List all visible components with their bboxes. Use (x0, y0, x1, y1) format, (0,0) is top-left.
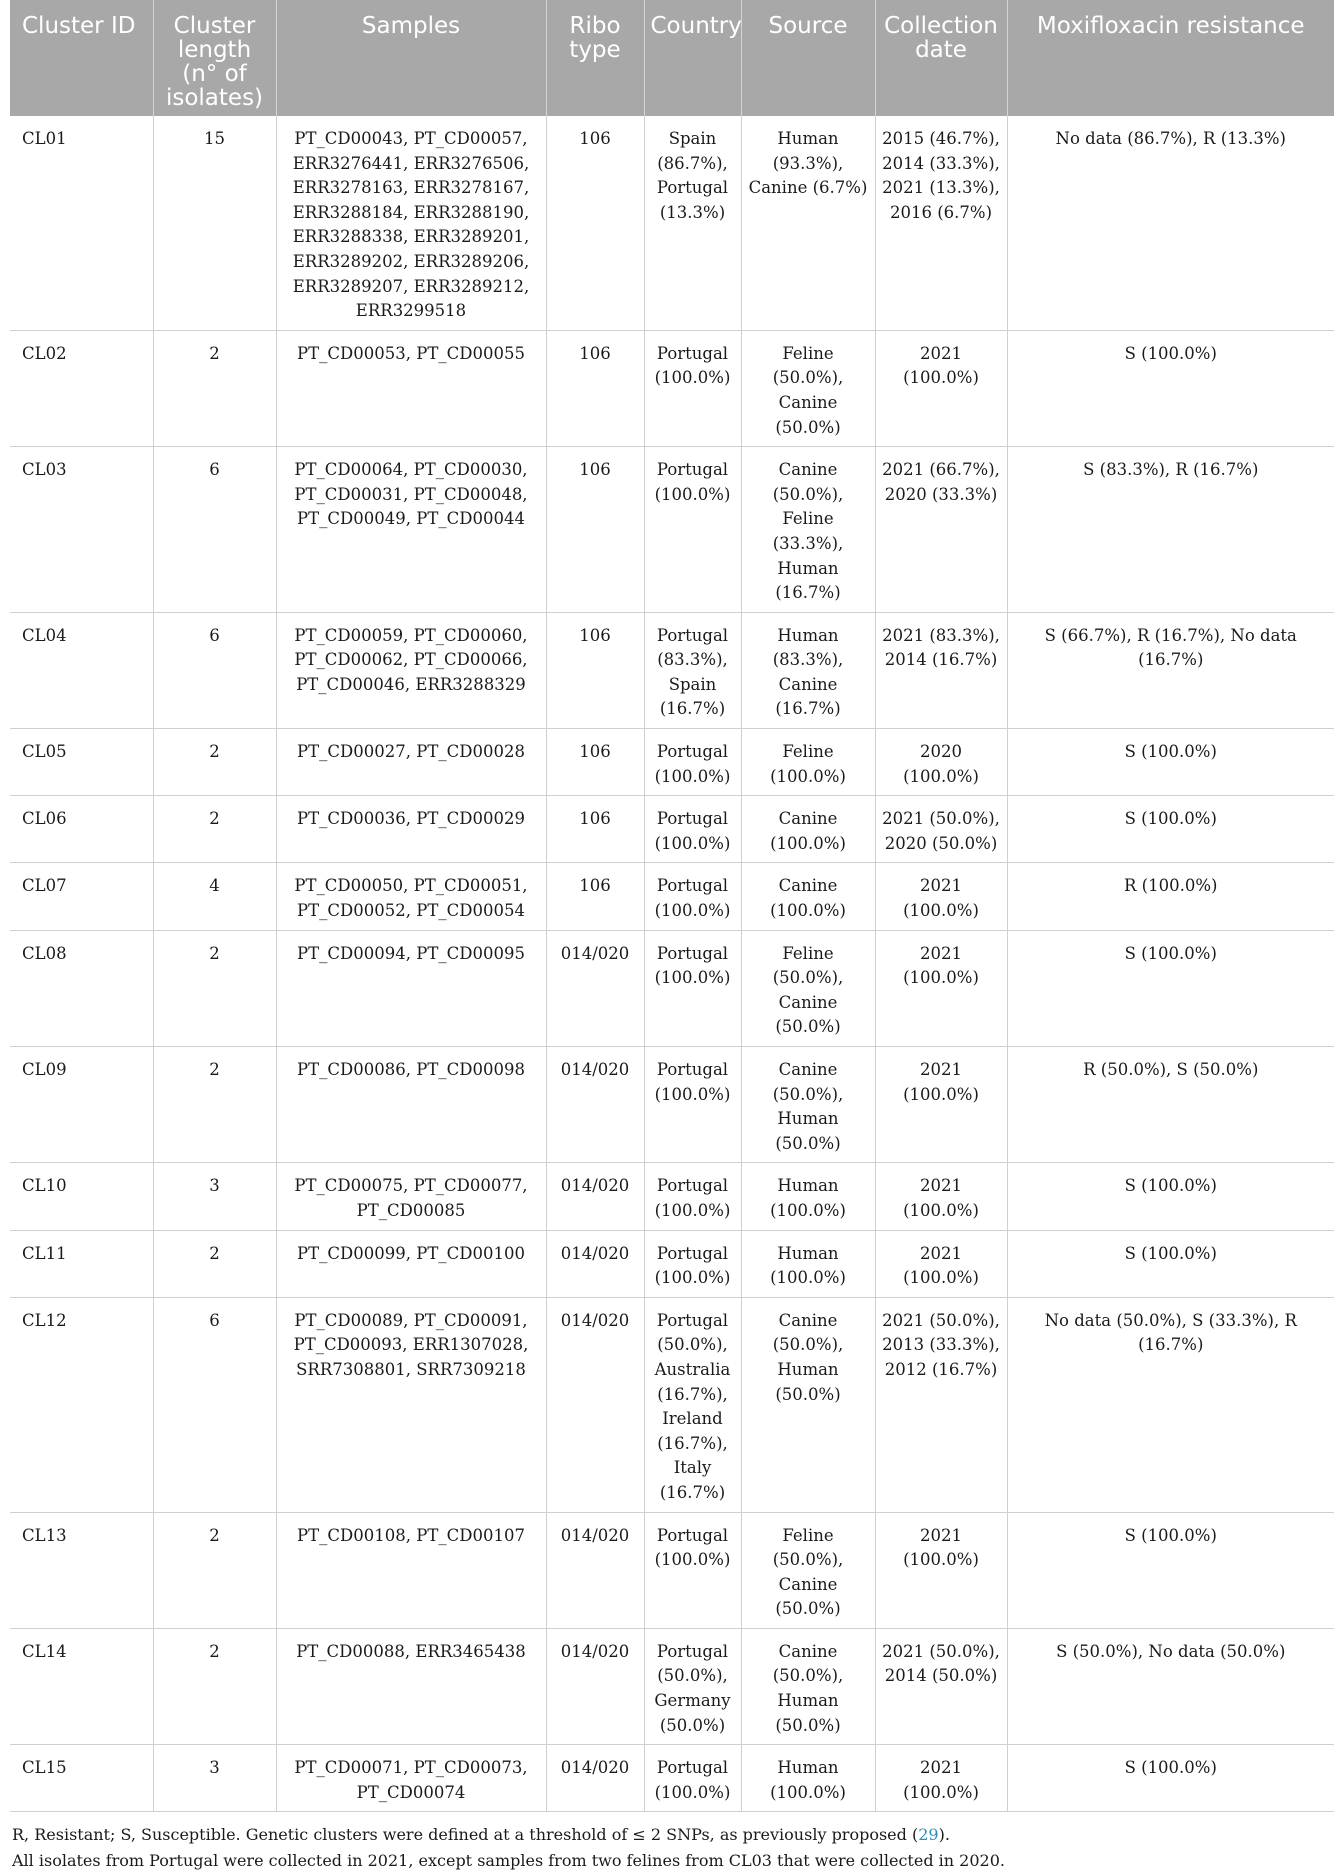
column-header: Cluster length (n° of isolates) (153, 0, 276, 116)
cell-cluster-id: CL02 (10, 330, 153, 446)
cell-collection-date: 2021 (100.0%) (875, 330, 1007, 446)
footnote-text-end: ). (938, 1825, 950, 1845)
table-row (10, 330, 1334, 446)
cell-country: Portugal (100.0%) (644, 447, 741, 613)
cell-source: Human (100.0%) (741, 1230, 875, 1297)
cell-country: Portugal (100.0%) (644, 1745, 741, 1812)
cell-country: Portugal (100.0%) (644, 796, 741, 863)
cell-collection-date: 2021 (100.0%) (875, 1230, 1007, 1297)
table-row (10, 729, 1334, 796)
cell-cluster-length: 3 (153, 1163, 276, 1230)
cell-ribotype: 014/020 (546, 1047, 644, 1163)
cell-collection-date: 2021 (100.0%) (875, 863, 1007, 930)
cell-ribotype: 106 (546, 612, 644, 728)
cell-ribotype: 014/020 (546, 1297, 644, 1512)
cell-ribotype: 014/020 (546, 1163, 644, 1230)
cell-moxifloxacin: S (83.3%), R (16.7%) (1007, 447, 1334, 613)
cell-cluster-id: CL01 (10, 116, 153, 330)
cell-ribotype: 014/020 (546, 1745, 644, 1812)
cell-cluster-length: 2 (153, 1512, 276, 1628)
cell-samples: PT_CD00094, PT_CD00095 (276, 930, 546, 1046)
table-body (10, 116, 1334, 1812)
cell-collection-date: 2021 (100.0%) (875, 930, 1007, 1046)
table-row (10, 1230, 1334, 1297)
cell-country: Portugal (83.3%), Spain (16.7%) (644, 612, 741, 728)
footnote-line-2: All isolates from Portugal were collected in 2021, except samples from two felines from CL03 that were collected in 2020. (12, 1851, 1005, 1871)
cell-country: Portugal (50.0%), Germany (50.0%) (644, 1628, 741, 1744)
cell-samples: PT_CD00059, PT_CD00060, PT_CD00062, PT_CD00066, PT_CD00046, ERR3288329 (276, 612, 546, 728)
table-row (10, 1628, 1334, 1744)
cell-source: Human (93.3%), Canine (6.7%) (741, 116, 875, 330)
cell-moxifloxacin: S (100.0%) (1007, 1745, 1334, 1812)
cell-samples: PT_CD00050, PT_CD00051, PT_CD00052, PT_CD00054 (276, 863, 546, 930)
cell-cluster-length: 2 (153, 930, 276, 1046)
cell-moxifloxacin: R (100.0%) (1007, 863, 1334, 930)
table-row (10, 612, 1334, 728)
cell-samples: PT_CD00071, PT_CD00073, PT_CD00074 (276, 1745, 546, 1812)
cell-samples: PT_CD00043, PT_CD00057, ERR3276441, ERR3276506, ERR3278163, ERR3278167, ERR3288184, ERR3288190, ERR3288338, ERR3289201, ERR3289202, ERR3289206, ERR3289207, ERR3289212, ERR3299518 (276, 116, 546, 330)
table-row (10, 930, 1334, 1046)
cell-collection-date: 2021 (50.0%), 2014 (50.0%) (875, 1628, 1007, 1744)
cell-cluster-length: 6 (153, 1297, 276, 1512)
cell-collection-date: 2021 (100.0%) (875, 1163, 1007, 1230)
cell-cluster-id: CL11 (10, 1230, 153, 1297)
cell-source: Feline (50.0%), Canine (50.0%) (741, 930, 875, 1046)
cell-collection-date: 2021 (66.7%), 2020 (33.3%) (875, 447, 1007, 613)
table-footnote (10, 1812, 1334, 1874)
cell-cluster-id: CL07 (10, 863, 153, 930)
cell-cluster-length: 3 (153, 1745, 276, 1812)
cell-moxifloxacin: S (100.0%) (1007, 729, 1334, 796)
clusters-table (10, 0, 1334, 1812)
cell-ribotype: 106 (546, 796, 644, 863)
cell-cluster-length: 2 (153, 1047, 276, 1163)
cell-ribotype: 014/020 (546, 930, 644, 1046)
cell-samples: PT_CD00075, PT_CD00077, PT_CD00085 (276, 1163, 546, 1230)
cell-source: Canine (100.0%) (741, 863, 875, 930)
cell-source: Canine (50.0%), Human (50.0%) (741, 1297, 875, 1512)
table-row (10, 1512, 1334, 1628)
table-row (10, 1745, 1334, 1812)
cell-cluster-length: 2 (153, 729, 276, 796)
cell-source: Canine (50.0%), Feline (33.3%), Human (16.7%) (741, 447, 875, 613)
cell-cluster-length: 2 (153, 796, 276, 863)
cell-collection-date: 2021 (100.0%) (875, 1745, 1007, 1812)
cell-moxifloxacin: S (100.0%) (1007, 930, 1334, 1046)
cell-country: Portugal (100.0%) (644, 930, 741, 1046)
table-row (10, 796, 1334, 863)
cell-collection-date: 2021 (50.0%), 2020 (50.0%) (875, 796, 1007, 863)
cell-country: Portugal (100.0%) (644, 1163, 741, 1230)
cell-cluster-id: CL14 (10, 1628, 153, 1744)
cell-moxifloxacin: S (100.0%) (1007, 796, 1334, 863)
cell-ribotype: 106 (546, 729, 644, 796)
cell-ribotype: 106 (546, 116, 644, 330)
cell-cluster-length: 15 (153, 116, 276, 330)
column-header: Samples (276, 0, 546, 116)
cell-source: Feline (50.0%), Canine (50.0%) (741, 1512, 875, 1628)
column-header: Collection date (875, 0, 1007, 116)
table-row (10, 1297, 1334, 1512)
cell-cluster-id: CL12 (10, 1297, 153, 1512)
cell-cluster-length: 2 (153, 1230, 276, 1297)
cell-ribotype: 106 (546, 863, 644, 930)
cell-moxifloxacin: S (100.0%) (1007, 1230, 1334, 1297)
cell-country: Portugal (100.0%) (644, 1512, 741, 1628)
cell-moxifloxacin: S (100.0%) (1007, 1163, 1334, 1230)
cell-cluster-id: CL06 (10, 796, 153, 863)
cell-samples: PT_CD00086, PT_CD00098 (276, 1047, 546, 1163)
cell-cluster-length: 6 (153, 447, 276, 613)
cell-samples: PT_CD00064, PT_CD00030, PT_CD00031, PT_CD00048, PT_CD00049, PT_CD00044 (276, 447, 546, 613)
cell-country: Portugal (100.0%) (644, 863, 741, 930)
cell-moxifloxacin: S (50.0%), No data (50.0%) (1007, 1628, 1334, 1744)
cell-cluster-length: 6 (153, 612, 276, 728)
cell-cluster-length: 2 (153, 330, 276, 446)
table-row (10, 1163, 1334, 1230)
cell-source: Canine (50.0%), Human (50.0%) (741, 1047, 875, 1163)
table-header-row (10, 0, 1334, 116)
table-row (10, 116, 1334, 330)
cell-samples: PT_CD00108, PT_CD00107 (276, 1512, 546, 1628)
cell-country: Portugal (50.0%), Australia (16.7%), Ireland (16.7%), Italy (16.7%) (644, 1297, 741, 1512)
cell-country: Portugal (100.0%) (644, 1047, 741, 1163)
cell-source: Feline (100.0%) (741, 729, 875, 796)
cell-cluster-id: CL10 (10, 1163, 153, 1230)
cell-samples: PT_CD00089, PT_CD00091, PT_CD00093, ERR1307028, SRR7308801, SRR7309218 (276, 1297, 546, 1512)
table-row (10, 1047, 1334, 1163)
cell-cluster-id: CL04 (10, 612, 153, 728)
cell-source: Human (83.3%), Canine (16.7%) (741, 612, 875, 728)
cell-cluster-id: CL09 (10, 1047, 153, 1163)
cell-collection-date: 2015 (46.7%), 2014 (33.3%), 2021 (13.3%), 2016 (6.7%) (875, 116, 1007, 330)
cell-collection-date: 2021 (50.0%), 2013 (33.3%), 2012 (16.7%) (875, 1297, 1007, 1512)
cell-samples: PT_CD00027, PT_CD00028 (276, 729, 546, 796)
table-row (10, 447, 1334, 613)
cell-samples: PT_CD00088, ERR3465438 (276, 1628, 546, 1744)
cell-collection-date: 2021 (83.3%), 2014 (16.7%) (875, 612, 1007, 728)
cell-moxifloxacin: No data (50.0%), S (33.3%), R (16.7%) (1007, 1297, 1334, 1512)
cell-ribotype: 014/020 (546, 1230, 644, 1297)
cell-moxifloxacin: S (100.0%) (1007, 1512, 1334, 1628)
cell-cluster-id: CL15 (10, 1745, 153, 1812)
cell-moxifloxacin: R (50.0%), S (50.0%) (1007, 1047, 1334, 1163)
citation-link[interactable]: 29 (918, 1825, 939, 1845)
footnote-text: R, Resistant; S, Susceptible. Genetic clusters were defined at a threshold of ≤ 2 SNPs, as previously proposed ( (12, 1825, 919, 1845)
cell-moxifloxacin: S (100.0%) (1007, 330, 1334, 446)
cell-country: Spain (86.7%), Portugal (13.3%) (644, 116, 741, 330)
column-header: Country (644, 0, 741, 116)
cell-source: Canine (50.0%), Human (50.0%) (741, 1628, 875, 1744)
cell-source: Canine (100.0%) (741, 796, 875, 863)
cell-collection-date: 2020 (100.0%) (875, 729, 1007, 796)
cell-country: Portugal (100.0%) (644, 729, 741, 796)
cell-country: Portugal (100.0%) (644, 330, 741, 446)
cell-cluster-length: 2 (153, 1628, 276, 1744)
column-header: Moxifloxacin resistance (1007, 0, 1334, 116)
footnote-line-1 (12, 1822, 1334, 1848)
cell-ribotype: 014/020 (546, 1512, 644, 1628)
cell-cluster-id: CL05 (10, 729, 153, 796)
cell-ribotype: 014/020 (546, 1628, 644, 1744)
column-header: Cluster ID (10, 0, 153, 116)
cell-ribotype: 106 (546, 330, 644, 446)
cell-samples: PT_CD00099, PT_CD00100 (276, 1230, 546, 1297)
cell-source: Feline (50.0%), Canine (50.0%) (741, 330, 875, 446)
cell-cluster-id: CL03 (10, 447, 153, 613)
cell-moxifloxacin: S (66.7%), R (16.7%), No data (16.7%) (1007, 612, 1334, 728)
table-row (10, 863, 1334, 930)
cell-moxifloxacin: No data (86.7%), R (13.3%) (1007, 116, 1334, 330)
table-container (10, 0, 1334, 1874)
cell-source: Human (100.0%) (741, 1745, 875, 1812)
cell-country: Portugal (100.0%) (644, 1230, 741, 1297)
cell-ribotype: 106 (546, 447, 644, 613)
cell-samples: PT_CD00036, PT_CD00029 (276, 796, 546, 863)
cell-cluster-id: CL08 (10, 930, 153, 1046)
column-header: Ribo type (546, 0, 644, 116)
cell-cluster-id: CL13 (10, 1512, 153, 1628)
cell-cluster-length: 4 (153, 863, 276, 930)
cell-source: Human (100.0%) (741, 1163, 875, 1230)
cell-samples: PT_CD00053, PT_CD00055 (276, 330, 546, 446)
column-header: Source (741, 0, 875, 116)
cell-collection-date: 2021 (100.0%) (875, 1047, 1007, 1163)
cell-collection-date: 2021 (100.0%) (875, 1512, 1007, 1628)
